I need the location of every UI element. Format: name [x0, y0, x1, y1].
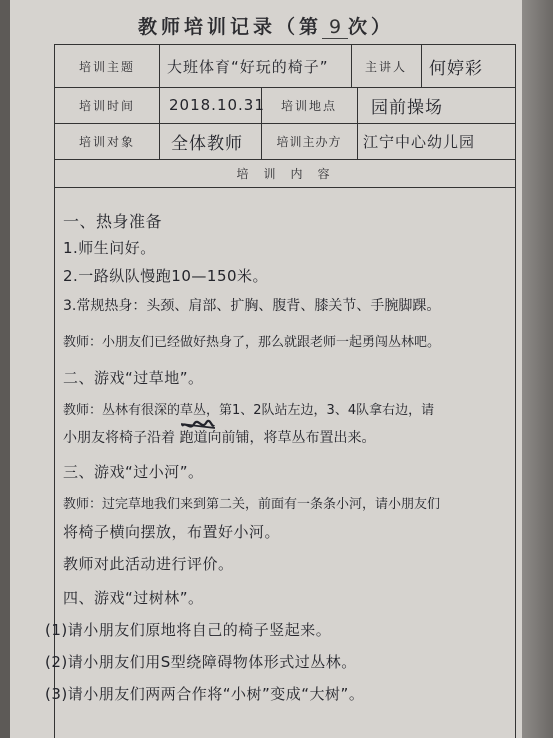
content-line: (3)请小朋友们两两合作将“小树”变成“大树”。	[45, 685, 365, 703]
topic-value: 大班体育“好玩的椅子”	[167, 57, 329, 76]
content-line: 小朋友将椅子沿着 跑道向前铺，将草丛布置出来。	[63, 430, 376, 446]
session-number: 9	[322, 16, 348, 39]
content-line: (1)请小朋友们原地将自己的椅子竖起来。	[45, 621, 332, 639]
content-line: 二、游戏“过草地”。	[63, 369, 204, 387]
organizer-value: 江宁中心幼儿园	[363, 132, 476, 151]
time-label: 培训时间	[78, 98, 135, 113]
content-line: 2.一路纵队慢跑10—150米。	[63, 267, 269, 285]
speaker-value: 何婷彩	[429, 58, 483, 79]
page-title	[10, 12, 522, 39]
place-label: 培训地点	[280, 98, 337, 113]
content-line: 3.常规热身：头颈、肩部、扩胸、腹背、膝关节、手腕脚踝。	[63, 298, 441, 314]
content-line: 三、游戏“过小河”。	[63, 463, 204, 481]
audience-value: 全体教师	[171, 133, 243, 154]
col-divider	[421, 45, 422, 87]
content-line: (2)请小朋友们用S型绕障碍物体形式过丛林。	[45, 653, 357, 671]
place-value: 园前操场	[371, 97, 443, 118]
content-line: 教师：丛林有很深的草丛，第1、2队站左边，3、4队拿右边，请	[63, 403, 435, 418]
speaker-label: 主讲人	[364, 59, 407, 74]
title-suffix: 次）	[348, 16, 395, 38]
crossed-out-scribble	[181, 419, 215, 433]
audience-label: 培训对象	[78, 134, 135, 149]
time-value: 2018.10.31	[169, 96, 265, 114]
row-divider	[55, 187, 515, 188]
topic-label: 培训主题	[78, 59, 135, 74]
training-table	[45, 44, 516, 738]
organizer-label: 培训主办方	[276, 134, 342, 149]
content-line: 教师：过完草地我们来到第二关，前面有一条条小河，请小朋友们	[63, 497, 441, 512]
content-line: 四、游戏“过树林”。	[63, 589, 204, 607]
content-heading: 培 训 内 容	[236, 166, 336, 181]
content-line: 将椅子横向摆放，布置好小河。	[63, 523, 281, 541]
content-line: 一、热身准备	[63, 212, 163, 231]
content-line: 1.师生问好。	[63, 239, 156, 257]
col-divider	[357, 87, 358, 159]
title-prefix: 教师培训记录（第	[137, 16, 322, 38]
notebook-edge	[522, 0, 553, 738]
content-line: 教师对此活动进行评价。	[63, 555, 234, 573]
col-divider	[159, 45, 160, 159]
content-line: 教师：小朋友们已经做好热身了，那么就跟老师一起勇闯丛林吧。	[63, 335, 441, 350]
